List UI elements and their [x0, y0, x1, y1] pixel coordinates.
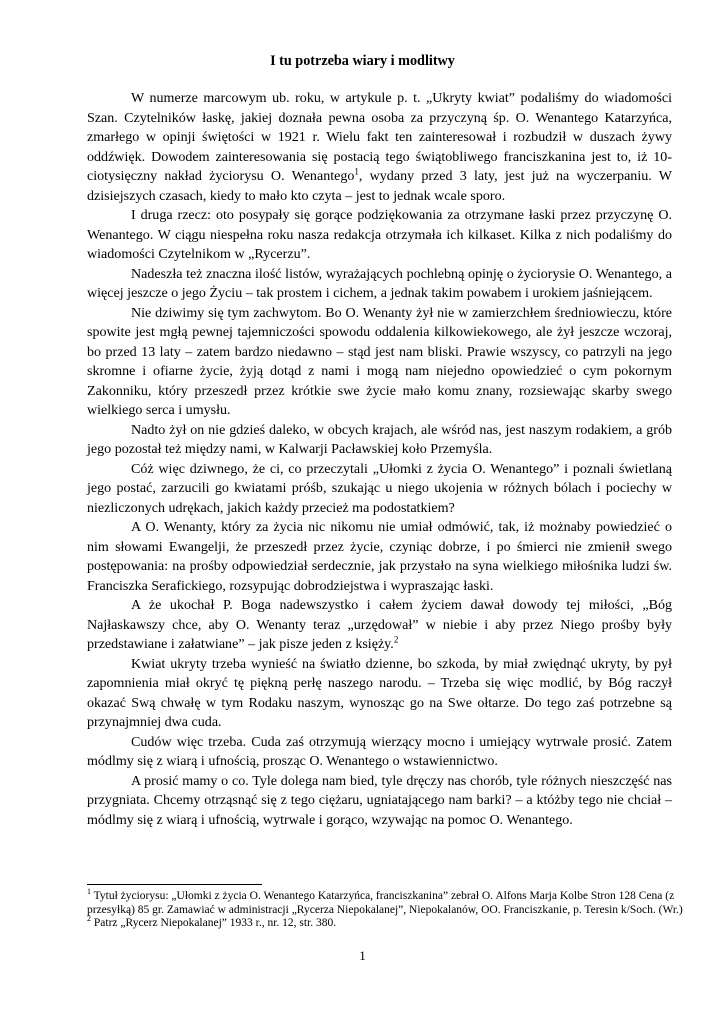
paragraph-3: Nadeszła też znaczna ilość listów, wyrażających pochlebną opinję o życiorysie O. Wenantego, a więcej jeszcze o jego Życiu – tak prostem i cichem, a jednak takim powabem i urokiem jaśniejącem. [87, 265, 672, 301]
paragraph-7: A O. Wenanty, który za życia nic nikomu nie umiał odmówić, tak, iż możnaby powiedzieć o nim słowami Ewangelji, że przeszedł przez życie, czyniąc dobrze, i po śmierci nie zmienił swego postępowania: na prośby odpowiedział serdecznie, jak przystało na syna wielkiego miłośnika ludzi św. Franciszka Serafickiego, rozsypując dobrodziejstwa i wypraszając łaski. [87, 519, 672, 594]
paragraph-8 [87, 596, 672, 655]
article-body [87, 89, 672, 830]
footnote-1 [87, 887, 687, 917]
paragraph-1 [87, 89, 672, 206]
footnote-number: 1 [87, 887, 91, 897]
paragraph-text: , wydany przed 3 laty, jest już na wyczerpaniu. W dzisiejszych czasach, kiedy to mało kto czyta – jest to jednak wcale sporo. [87, 168, 673, 204]
paragraph-4: Nie dziwimy się tym zachwytom. Bo O. Wenanty żył nie w zamierzchłem średniowieczu, które spowite jest mgłą pewnej tajemniczości spowodu oddalenia kilkowiekowego, ale żył jeszcze wczoraj, bo przed 13 laty – zatem bardzo niedawno – stąd jest nam bliski. Prawie wszyscy, co patrzyli na jego skromne i ofiarne życie, żyją dotąd z nami i mogą nam niejedno opowiedzieć o cym pokornym Zakonniku, który przeszedł przez krótkie swe życie mało komu znany, rozsiewając skarby swego wielkiego serca i umysłu. [87, 304, 672, 418]
footnote-ref-1[interactable]: 1 [354, 166, 359, 177]
paragraph-6: Cóż więc dziwnego, że ci, co przeczytali „Ułomki z życia O. Wenantego” i poznali świetlaną jego postać, zarzucili go kwiatami próśb, szukając u niego ukojenia w różnych bólach i pociechy w niezliczonych udrękach, jakich każdy przecież ma podostatkiem? [87, 460, 672, 516]
paragraph-10: Cudów więc trzeba. Cuda zaś otrzymują wierzący mocno i umiejący wytrwale prosić. Zatem módlmy się z wiarą i ufnością, prosząc O. Wenantego o wstawiennictwo. [87, 733, 672, 769]
paragraph-text: A że ukochał P. Boga nadewszystko i całem życiem dawał dowody tej miłości, „Bóg Najłaskawszy chce, aby O. Wenanty teraz „urzędował” w niebie i aby przez Niego prośby były przedstawiane i załatwiane” – jak pisze jeden z księży. [87, 597, 672, 652]
footnote-text: Patrz „Rycerz Niepokalanej” 1933 r., nr. 12, str. 380. [91, 917, 337, 930]
footnote-number: 2 [87, 914, 91, 924]
footnote-2 [87, 914, 687, 931]
footnotes [87, 887, 687, 931]
paragraph-5: Nadto żył on nie gdzieś daleko, w obcych krajach, ale wśród nas, jest naszym rodakiem, a grób jego pozostał też między nami, w Kalwarji Pacławskiej koło Przemyśla. [87, 421, 672, 457]
paragraph-9: Kwiat ukryty trzeba wynieść na światło dzienne, bo szkoda, by miał zwiędnąć ukryty, by pył zapomnienia miał okryć tę piękną perłę naszego narodu. – Trzeba się więc modlić, by Bóg raczył okazać Swą chwałę w tym Rodaku naszym, wynosząc go na Swe ołtarze. Do tego zaś potrzebne są przynajmniej dwa cuda. [87, 655, 672, 730]
footnote-text: Tytuł życiorysu: „Ułomki z życia O. Wenantego Katarzyńca, franciszkanina” zebrał O. Alfons Marja Kolbe Stron 128 Cena (z przesyłką) 85 gr. Zamawiać w administracji „Rycerza Niepokalanej”, Niepokalanów, OO. Franciszkanie, p. Teresin k/Soch. (Wr.) [87, 890, 683, 916]
article-title: I tu potrzeba wiary i modlitwy [270, 53, 455, 69]
paragraph-text: W numerze marcowym ub. roku, w artykule p. t. „Ukryty kwiat” podaliśmy do wiadomości Szan. Czytelników łaskę, jakiej doznała pewna osoba za przyczyną śp. O. Wenantego Katarzyńca, zmarłego w opinji świętości w 1921 r. Wielu fakt ten zainteresował i rozbudził w duszach żywy oddźwięk. Dowodem zainteresowania się postacią tego świątobliwego franciszkanina jest to, iż 10-ciotysięczny nakład życiorysu O. Wenantego [87, 90, 672, 184]
footnote-divider [87, 884, 262, 885]
paragraph-2: I druga rzecz: oto posypały się gorące podziękowania za otrzymane łaski przez przyczynę O. Wenantego. W ciągu niespełna roku nasza redakcja otrzymała ich kilkaset. Kilka z nich podaliśmy do wiadomości Czytelnikom w „Rycerzu”. [87, 207, 672, 262]
paragraph-11: A prosić mamy o co. Tyle dolega nam bied, tyle dręczy nas chorób, tyle różnych nieszczęść nas przygniata. Chcemy otrząsnąć się z tego ciężaru, ugniatającego nam barki? – a któżby tego nie chciał – módlmy się z wiarą i ufnością, wytrwale i gorąco, wzywając na pomoc O. Wenantego. [87, 772, 672, 828]
footnote-ref-2[interactable]: 2 [393, 634, 399, 645]
page-number: 1 [359, 948, 366, 963]
